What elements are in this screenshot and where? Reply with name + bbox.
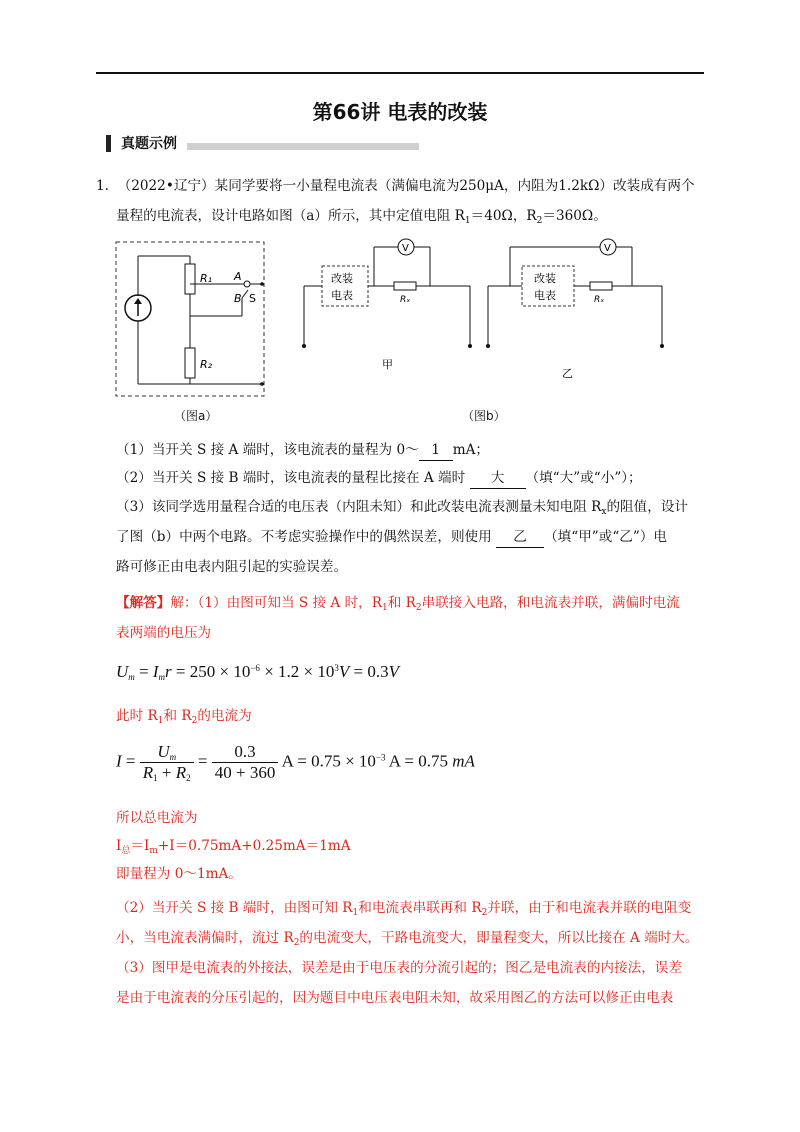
solution-line-5: $I_总=I_m+I=0.75mA+0.25mA=1mA$ [116, 838, 351, 856]
equation-2: I = $\frac{U_m}{R_1 + R_2}$ = $\frac{0.3}{40 + 360}$ $A = 0.75 \times 10^{-3}$ A = 0.75 mA [116, 742, 475, 783]
solution-line-6: 即量程为 0～1mA。 [116, 866, 242, 882]
caption-b: （图b） [462, 409, 506, 423]
svg-text:Rₓ: Rₓ [400, 295, 411, 305]
section-label: 真题示例 [121, 136, 177, 152]
section-bar [106, 135, 111, 152]
part-3-line-2: 了图（b）中两个电路。不考虑实验操作中的偶然误差，则使用 乙 （填“甲”或“乙”）电 [116, 527, 667, 548]
part-3-line-3: 路可修正由电表内阻引起的实验误差。 [116, 559, 348, 575]
equation-1: $U_m = I_mr = 250 \times 10^{-6} \times 1.2 \times 10^3V = 0.3V$ [116, 662, 399, 682]
label-b: B [234, 292, 242, 305]
figure-b-jia-circuit [298, 236, 478, 371]
question-line-2: 量程的电流表，设计电路如图（a）所示，其中定值电阻 $R_1=40\Omega$，$R_2=360\Omega$。 [116, 208, 607, 226]
page-title: 第66讲 电表的改装 [312, 100, 488, 124]
answer-2: 大 [470, 468, 526, 489]
question-line-1: 1. （2022•辽宁）某同学要将一小量程电流表（满偏电流为250μA，内阻为1.2kΩ）改装成有两个 [96, 178, 695, 194]
part-1: （1）当开关 S 接 A 端时，该电流表的量程为 0～ 1 mA； [116, 440, 489, 461]
figure-a-circuit [110, 238, 280, 403]
solution-line-7: （2）当开关 S 接 B 端时，由图可知 $R_1$和电流表串联再和 $R_2$并联，由于和电流表并联的电阻变 [116, 900, 692, 918]
answer-3: 乙 [496, 527, 544, 548]
svg-text:改装: 改装 [331, 272, 353, 285]
section-stripe [187, 143, 419, 150]
part-2: （2）当开关 S 接 B 端时，该电流表的量程比接在 A 端时 大 （填“大”或“小”）； [116, 468, 642, 489]
svg-text:电表: 电表 [331, 289, 353, 302]
label-r2: R₂ [200, 358, 213, 371]
svg-text:Rₓ: Rₓ [594, 295, 605, 305]
caption-a: （图a） [174, 409, 218, 423]
solution-tag: 【解答】 [116, 595, 171, 611]
figure-b-yi-circuit [482, 236, 672, 381]
top-rule [96, 72, 704, 74]
svg-text:V: V [604, 243, 611, 254]
solution-line-10: 是由于电流表的分压引起的，因为题目中电压表电阻未知，故采用图乙的方法可以修正由电表 [116, 990, 674, 1006]
svg-text:改装: 改装 [534, 272, 556, 285]
solution-line-2: 表两端的电压为 [116, 625, 212, 641]
label-yi: 乙 [562, 367, 573, 380]
svg-text:V: V [402, 243, 409, 254]
resistor-r1 [185, 264, 195, 294]
label-jia: 甲 [382, 358, 393, 371]
solution-line-4: 所以总电流为 [116, 810, 198, 826]
label-s: S [249, 292, 256, 305]
resistor-rx-yi [590, 282, 612, 290]
resistor-rx-jia [394, 282, 416, 290]
solution-line-9: （3）图甲是电流表的外接法，误差是由于电压表的分流引起的；图乙是电流表的内接法，误差 [116, 960, 682, 976]
label-r1: R₁ [200, 272, 213, 285]
label-a: A [234, 270, 242, 283]
section-header [106, 133, 419, 153]
svg-text:电表: 电表 [534, 289, 556, 302]
part-3-line-1: （3）该同学选用量程合适的电压表（内阻未知）和此改装电流表测量未知电阻 $R_x$的阻值，设计 [116, 499, 689, 517]
answer-1: 1 [419, 440, 453, 461]
question-number: 1. [96, 178, 109, 194]
solution-line-3: 此时 $R_1$和 $R_2$的电流为 [116, 708, 252, 726]
resistor-r2 [185, 348, 195, 378]
solution-line-8: 小，当电流表满偏时，流过 $R_2$的电流变大，干路电流变大，即量程变大，所以比接在 A 端时大。 [116, 930, 699, 948]
solution-line-1: 【解答】解：（1）由图可知当 S 接 A 时，$R_1$和 $R_2$串联接入电路，和电流表并联，满偏时电流 [116, 595, 680, 613]
